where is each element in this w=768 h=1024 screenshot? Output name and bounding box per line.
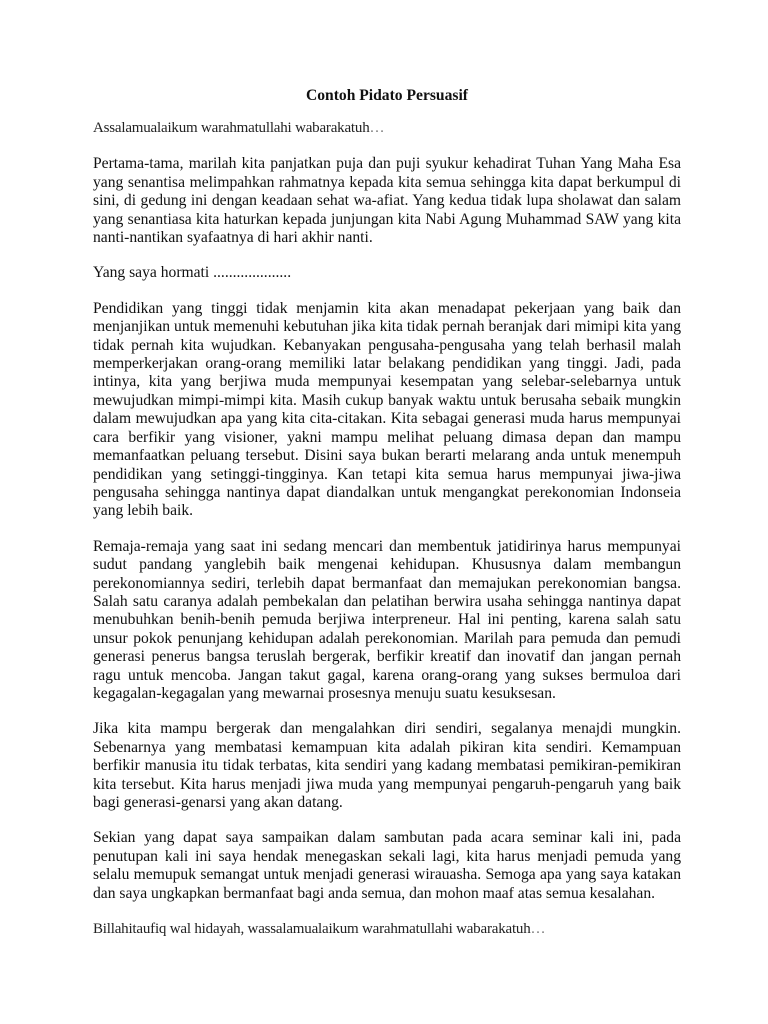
opening-greeting-text: Assalamualaikum warahmatullahi wabarakatuh [93,120,370,137]
document-page [93,86,681,956]
opening-greeting [93,119,681,138]
closing-greeting-text: Billahitaufiq wal hidayah, wassalamualaikum warahmatullahi wabarakatuh [93,921,531,938]
closing-greeting [93,920,681,939]
paragraph-opening: Pertama-tama, marilah kita panjatkan puja dan puji syukur kehadirat Tuhan Yang Maha Esa yang senantisa melimpahkan rahmatnya kepada kita semua sehingga kita dapat berkumpul di sini, di gedung ini dengan keadaan sehat wa-afiat. Yang kedua tidak lupa sholawat dan salam yang senantiasa kita haturkan kepada junjungan kita Nabi Agung Muhammad SAW yang kita nanti-nantikan syafaatnya di hari akhir nanti. [93,155,681,247]
opening-ellipsis: … [369,120,385,137]
document-title: Contoh Pidato Persuasif [305,87,468,104]
paragraph-salutation: Yang saya hormati .................... [93,264,292,282]
closing-ellipsis: … [530,921,546,938]
paragraph-youth: Remaja-remaja yang saat ini sedang mencari dan membentuk jatidirinya harus mempunyai sudut pandang yanglebih baik mengenai kehidupan. Khususnya dalam membangun perekonomiannya sediri, terlebih dapat bermanfaat dan memajukan perekonomian bangsa. Salah satu caranya adalah pembekalan dan pelatihan berwira usaha sehingga nantinya dapat menubuhkan benih-benih pemuda berjiwa interpreneur. Hal ini penting, karena salah satu unsur pokok penunjang kehidupan adalah perekonomian. Marilah para pemuda dan pemudi generasi penerus bangsa teruslah bergerak, berfikir kreatif dan inovatif dan jangan pernah ragu untuk mencoba. Jangan takut gagal, karena orang-orang yang sukses bermuloa dari kegagalan-kegagalan yang mewarnai prosesnya menuju suatu kesuksesan. [93,537,681,702]
paragraph-education: Pendidikan yang tinggi tidak menjamin kita akan menadapat pekerjaan yang baik dan menjanjikan untuk memenuhi kebutuhan jika kita tidak pernah beranjak dari mimipi kita yang tidak pernah kita wujudkan. Kebanyakan pengusaha-pengusaha yang telah berhasil malah memperkerjakan orang-orang memiliki latar belakang pendidikan yang tinggi. Jadi, pada intinya, kita yang berjiwa muda mempunyai kesempatan yang selebar-selebarnya untuk mewujudkan mimpi-mimpi kita. Masih cukup banyak waktu untuk berusaha sebaik mungkin dalam mewujudkan apa yang kita cita-citakan. Kita sebagai generasi muda harus mempunyai cara berfikir yang visioner, yakni mampu melihat peluang dimasa depan dan mampu memanfaatkan peluang tersebut. Disini saya bukan berarti melarang anda untuk menempuh pendidikan yang setinggi-tingginya. Kan tetapi kita semua harus mempunyai jiwa-jiwa pengusaha sehingga nantinya dapat diandalkan untuk mengangkat perekonomian Indonseia yang lebih baik. [93,299,681,520]
paragraph-closing: Sekian yang dapat saya sampaikan dalam sambutan pada acara seminar kali ini, pada penutupan kali ini saya hendak menegaskan sekali lagi, kita harus menjadi pemuda yang selalu memupuk semangat untuk menjadi generasi wirauasha. Semoga apa yang saya katakan dan saya ungkapkan bermanfaat bagi anda semua, dan mohon maaf atas semua kesalahan. [93,829,681,902]
paragraph-self: Jika kita mampu bergerak dan mengalahkan diri sendiri, segalanya menajdi mungkin. Sebenarnya yang membatasi kemampuan kita adalah pikiran kita sendiri. Kemampuan berfikir manusia itu tidak terbatas, kita sendiri yang kadang membatasi pemikiran-pemikiran kita tersebut. Kita harus menjadi jiwa muda yang mempunyai pengaruh-pengaruh yang baik bagi generasi-genarsi yang akan datang. [93,720,681,811]
